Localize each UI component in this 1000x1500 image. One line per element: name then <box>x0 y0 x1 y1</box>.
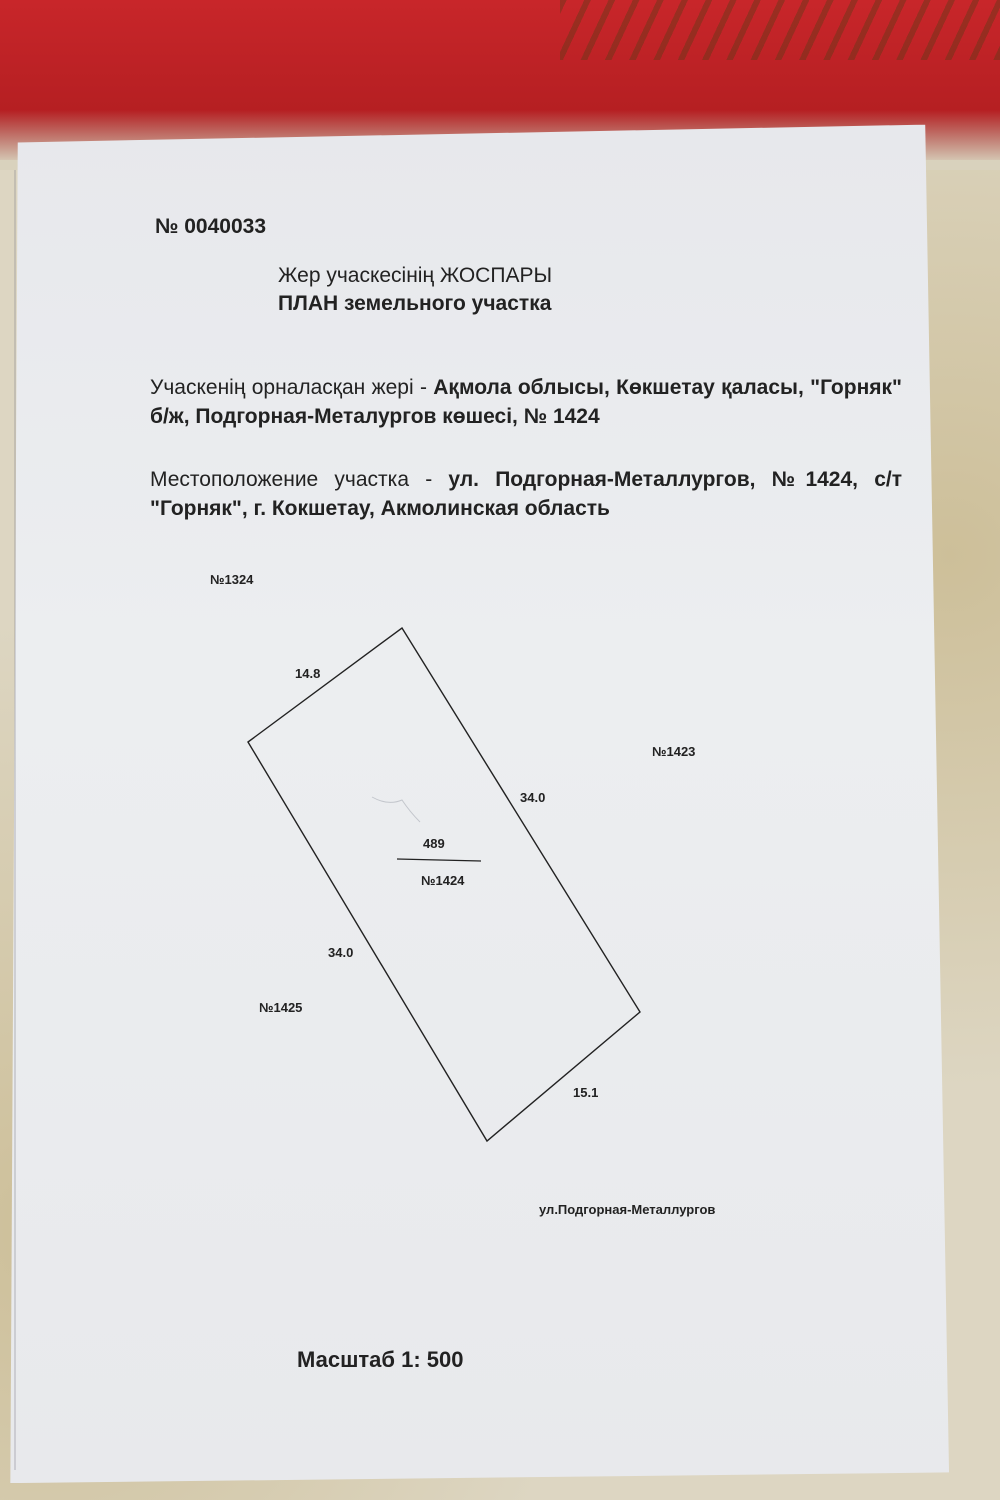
title-kazakh-prefix: Жер учаскесінің <box>278 264 440 287</box>
page-fold <box>14 170 16 1470</box>
side-bottom-length: 15.1 <box>573 1085 599 1100</box>
location-russian-value: ул. Подгорная-Металлургов, №1424, с/т "Горняк", г. Кокшетау, Акмолинская область <box>150 468 902 520</box>
location-kazakh-value: Ақмола облысы, Көкшетау қаласы, "Горняк" б/ж, Подгорная-Металургов көшесі, № 1424 <box>150 376 902 428</box>
side-right-length: 34.0 <box>520 790 546 805</box>
title-russian <box>278 292 551 316</box>
title-kazakh <box>278 264 552 288</box>
side-top-length: 14.8 <box>295 666 321 681</box>
location-kazakh <box>150 373 902 431</box>
cloth-pattern <box>560 0 1000 60</box>
location-russian-label: Местоположение участка - <box>150 468 449 491</box>
location-russian <box>150 465 902 523</box>
side-left-length: 34.0 <box>328 945 354 960</box>
parcel-area: 489 <box>423 836 445 851</box>
neighbor-east-label: №1423 <box>652 744 696 759</box>
parcel-number: №1424 <box>421 873 465 888</box>
document-number: № 0040033 <box>155 215 266 238</box>
location-kazakh-label: Учаскенің орналасқан жері - <box>150 376 434 399</box>
neighbor-west-label: №1425 <box>259 1000 303 1015</box>
title-russian-suffix: земельного участка <box>338 292 552 315</box>
title-kazakh-strong: ЖОСПАРЫ <box>439 264 553 287</box>
title-russian-strong: ПЛАН <box>278 292 339 315</box>
neighbor-north-label: №1324 <box>210 572 254 587</box>
street-name: ул.Подгорная-Металлургов <box>539 1202 716 1217</box>
map-scale: Масштаб 1: 500 <box>297 1347 464 1372</box>
document-page <box>1 115 963 1493</box>
